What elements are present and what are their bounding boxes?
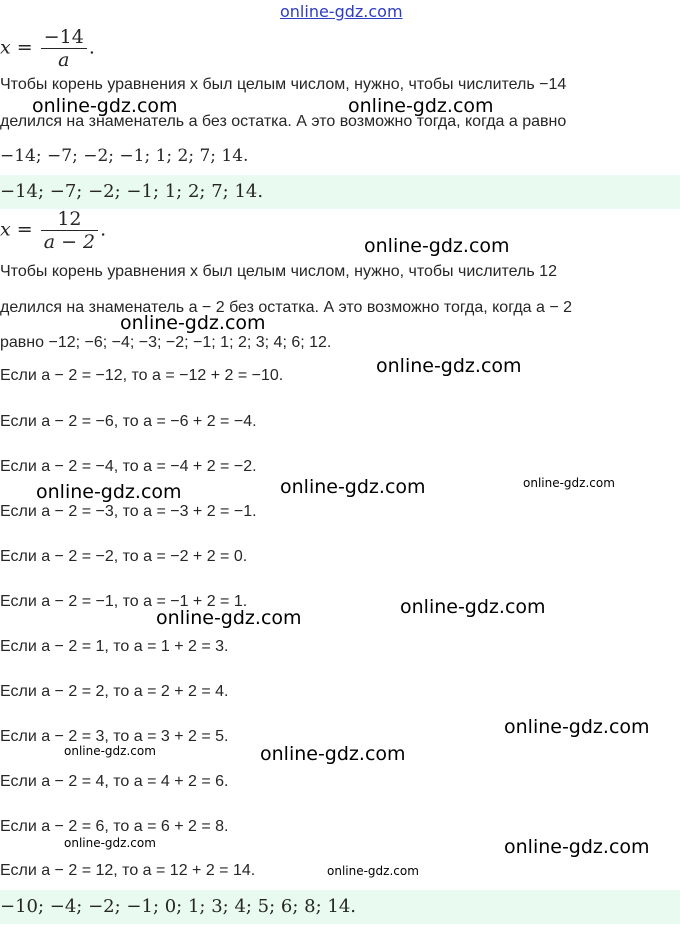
fraction-2-numerator: 12 [41, 208, 98, 231]
formula-2 [0, 208, 106, 253]
watermark: online-gdz.com [156, 607, 302, 629]
case-line: Если a − 2 = −6, то a = −6 + 2 = −4. [0, 413, 257, 430]
case-line: Если a − 2 = 2, то a = 2 + 2 = 4. [0, 683, 229, 700]
case-line: Если a − 2 = 4, то a = 4 + 2 = 6. [0, 773, 229, 790]
fraction-1 [41, 26, 87, 71]
part2-text-line-1: Чтобы корень уравнения x был целым числом, нужно, чтобы числитель 12 [0, 263, 557, 280]
case-line: Если a − 2 = −12, то a = −12 + 2 = −10. [0, 367, 284, 384]
formula-1-lhs: x [0, 36, 11, 59]
formula-1 [0, 26, 95, 71]
watermark: online-gdz.com [400, 596, 546, 618]
watermark: online-gdz.com [523, 476, 615, 490]
formula-2-eq: = [16, 218, 33, 241]
watermark: online-gdz.com [364, 235, 510, 257]
watermark-top-link[interactable]: online-gdz.com [280, 2, 403, 21]
answer-box-1 [0, 175, 680, 209]
watermark: online-gdz.com [348, 95, 494, 117]
watermark: online-gdz.com [327, 864, 419, 878]
watermark: online-gdz.com [36, 481, 182, 503]
case-line: Если a − 2 = 12, то a = 12 + 2 = 14. [0, 862, 256, 879]
formula-2-lhs: x [0, 218, 11, 241]
answer-2-text: −10; −4; −2; −1; 0; 1; 3; 4; 5; 6; 8; 14. [0, 896, 357, 917]
watermark: online-gdz.com [120, 312, 266, 334]
watermark: online-gdz.com [280, 476, 426, 498]
formula-1-end: . [88, 36, 95, 59]
watermark: online-gdz.com [376, 355, 522, 377]
formula-1-eq: = [16, 36, 33, 59]
fraction-1-denominator: a [58, 49, 70, 71]
watermark: online-gdz.com [32, 95, 178, 117]
fraction-2-denominator: a − 2 [43, 231, 96, 253]
watermark: online-gdz.com [504, 716, 650, 738]
fraction-2 [41, 208, 98, 253]
part2-text-line-2: делился на знаменатель a − 2 без остатка. А это возможно тогда, когда a − 2 [0, 299, 573, 316]
part1-values: −14; −7; −2; −1; 1; 2; 7; 14. [0, 146, 249, 166]
formula-2-end: . [100, 218, 107, 241]
watermark: online-gdz.com [260, 743, 406, 765]
case-line: Если a − 2 = 1, то a = 1 + 2 = 3. [0, 638, 229, 655]
part1-text-line-1: Чтобы корень уравнения x был целым числом, нужно, чтобы числитель −14 [0, 76, 567, 93]
answer-box-2 [0, 890, 680, 924]
case-line: Если a − 2 = −3, то a = −3 + 2 = −1. [0, 503, 257, 520]
part1-text-line-2: делился на знаменатель a без остатка. А это возможно тогда, когда a равно [0, 113, 567, 130]
case-line: Если a − 2 = 6, то a = 6 + 2 = 8. [0, 818, 229, 835]
case-line: Если a − 2 = −4, то a = −4 + 2 = −2. [0, 458, 257, 475]
case-line: Если a − 2 = 3, то a = 3 + 2 = 5. [0, 728, 229, 745]
case-line: Если a − 2 = −2, то a = −2 + 2 = 0. [0, 548, 248, 565]
fraction-1-numerator: −14 [41, 26, 87, 49]
part2-text-line-3: равно −12; −6; −4; −3; −2; −1; 1; 2; 3; 4; 6; 12. [0, 334, 332, 351]
watermark: online-gdz.com [64, 836, 156, 850]
case-line: Если a − 2 = −1, то a = −1 + 2 = 1. [0, 593, 248, 610]
watermark: online-gdz.com [64, 744, 156, 758]
watermark: online-gdz.com [504, 836, 650, 858]
answer-1-text: −14; −7; −2; −1; 1; 2; 7; 14. [0, 181, 264, 202]
